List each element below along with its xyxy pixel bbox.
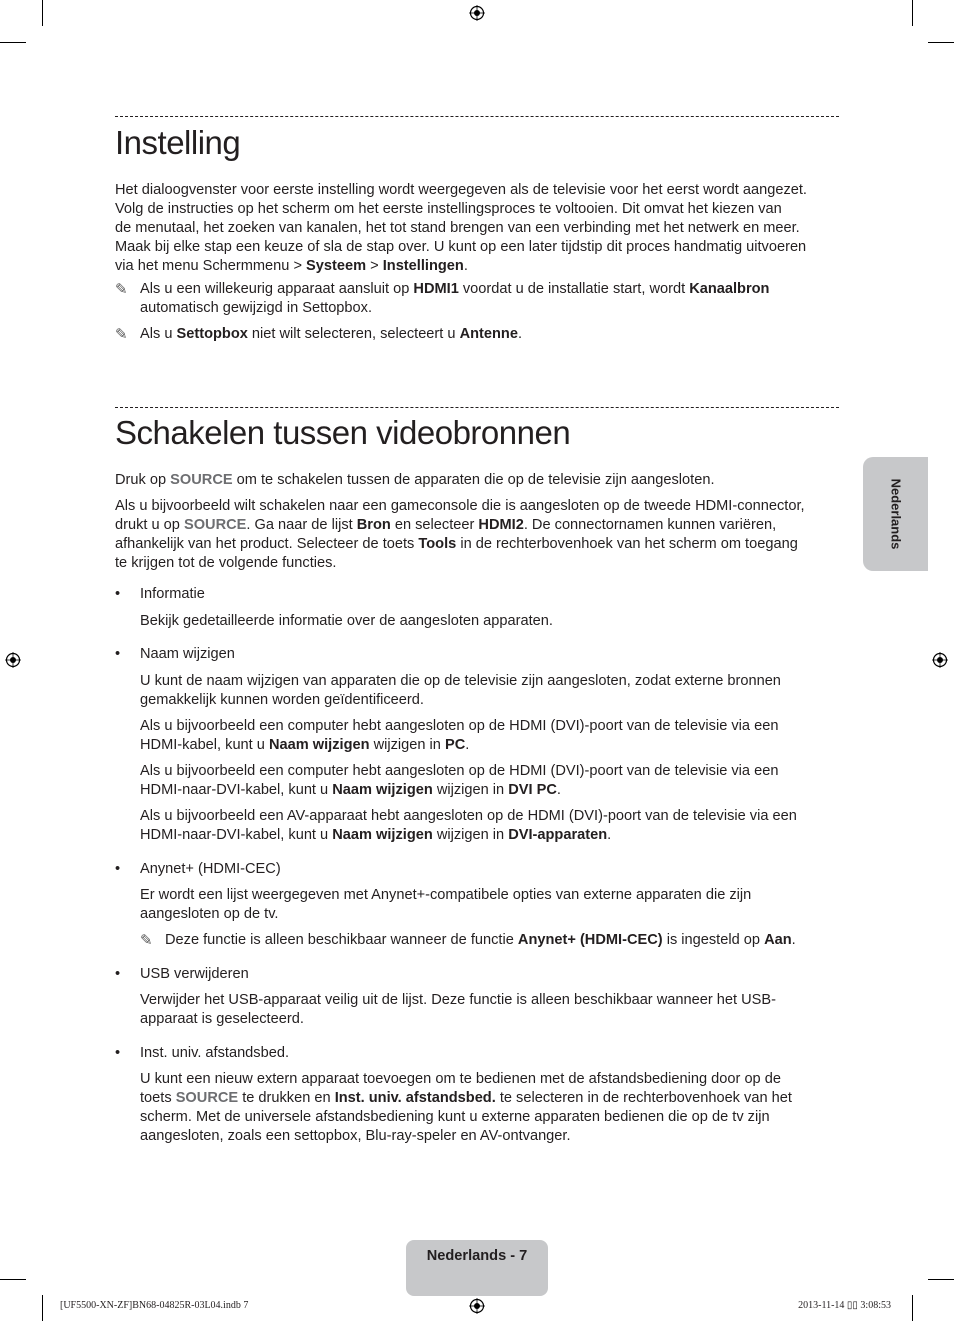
section-divider — [115, 116, 839, 117]
example-paragraph: Als u bijvoorbeeld wilt schakelen naar een gameconsole die is aangesloten op de tweede HDMI-connector, drukt u op SOURCE. Ga naar de lijst Bron en selecteer HDMI2. De connectornamen kunnen variëren, afhankelijk van het product. Selecteer de toets Tools in de rechterbovenhoek van het scherm om toegang te krijgen tot de volgende functies. — [115, 498, 805, 571]
print-slug-left: [UF5500-XN-ZF]BN68-04825R-03L04.indb 7 — [60, 1300, 249, 1311]
language-side-tab — [863, 457, 928, 571]
crop-mark — [42, 0, 43, 26]
pencil-note-icon: ✎ — [115, 281, 128, 298]
crop-mark — [0, 42, 26, 43]
bullet-title: Naam wijzigen — [140, 646, 235, 662]
note-hdmi1: ✎ Als u een willekeurig apparaat aansluit op HDMI1 voordat u de installatie start, wordt Kanaalbron automatisch gewijzigd in Settopbox. — [115, 281, 770, 316]
intro-paragraph: Het dialoogvenster voor eerste instelling wordt weergegeven als de televisie voor het eerst wordt aangezet. Volg de instructies op het scherm om het eerste instellingsproces te voltooien. Dit omvat het kiezen van de menutaal, het zoeken van kanalen, het tot stand brengen van een verbinding met het netwerk en meer. Maak bij elke stap een keuze of sla de stap over. U kunt op een later tijdstip dit proces handmatig uitvoeren via het menu Schermmenu > Systeem > Instellingen. — [115, 182, 807, 274]
bullet-body: Als u bijvoorbeeld een computer hebt aangesloten op de HDMI (DVI)-poort van de televisie via een HDMI-kabel, kunt u Naam wijzigen wijzigen in PC. — [140, 718, 779, 753]
bullet-marker: • — [115, 586, 121, 602]
section-divider — [115, 407, 839, 408]
section-title-instelling: Instelling — [115, 124, 241, 161]
note-anynet: ✎ Deze functie is alleen beschikbaar wanneer de functie Anynet+ (HDMI-CEC) is ingesteld op Aan. — [140, 932, 796, 949]
language-tab-label: Nederlands — [888, 478, 903, 550]
registration-mark-icon — [469, 1298, 485, 1314]
crop-mark — [42, 1295, 43, 1321]
bullet-title: Informatie — [140, 586, 205, 602]
registration-mark-icon — [932, 652, 948, 668]
crop-mark — [928, 42, 954, 43]
page-number-box — [406, 1240, 548, 1296]
bullet-marker: • — [115, 861, 121, 877]
crop-mark — [912, 1295, 913, 1321]
crop-mark — [928, 1279, 954, 1280]
crop-mark — [0, 1279, 26, 1280]
note-settopbox: ✎ Als u Settopbox niet wilt selecteren, selecteert u Antenne. — [115, 326, 523, 343]
page-number: Nederlands - 7 — [426, 1248, 528, 1264]
bullet-marker: • — [115, 646, 121, 662]
registration-mark-icon — [5, 652, 21, 668]
source-paragraph: Druk op SOURCE om te schakelen tussen de apparaten die op de televisie zijn aangesloten. — [115, 472, 715, 488]
bullet-title: USB verwijderen — [140, 966, 249, 982]
pencil-note-icon: ✎ — [115, 326, 128, 343]
bullet-marker: • — [115, 1045, 121, 1061]
section-title-videobronnen: Schakelen tussen videobronnen — [115, 414, 571, 451]
bullet-body: Bekijk gedetailleerde informatie over de aangesloten apparaten. — [140, 613, 553, 629]
crop-mark — [912, 0, 913, 26]
pencil-note-icon: ✎ — [140, 932, 153, 949]
bullet-marker: • — [115, 966, 121, 982]
bullet-body: Verwijder het USB-apparaat veilig uit de lijst. Deze functie is alleen beschikbaar wanneer het USB- apparaat is geselecteerd. — [140, 992, 776, 1027]
registration-mark-icon — [469, 5, 485, 21]
bullet-title: Anynet+ (HDMI-CEC) — [140, 861, 281, 877]
bullet-body: Er wordt een lijst weergegeven met Anynet+-compatibele opties van externe apparaten die zijn aangesloten op de tv. — [140, 887, 752, 922]
bullet-body: U kunt een nieuw extern apparaat toevoegen om te bedienen met de afstandsbediening door op de toets SOURCE te drukken en Inst. univ. afstandsbed. te selecteren in de rechterbovenhoek van het scherm. Met de universele afstandsbediening kunt u externe apparaten bedienen die op de tv zijn aangesloten, zoals een settopbox, Blu-ray-speler en AV-ontvanger. — [140, 1071, 792, 1144]
print-slug-right: 2013-11-14 ▯▯ 3:08:53 — [798, 1300, 891, 1311]
bullet-title: Inst. univ. afstandsbed. — [140, 1045, 290, 1061]
bullet-body: U kunt de naam wijzigen van apparaten die op de televisie zijn aangesloten, zodat externe bronnen gemakkelijk kunnen worden geïdentificeerd. — [140, 673, 781, 708]
bullet-body: Als u bijvoorbeeld een computer hebt aangesloten op de HDMI (DVI)-poort van de televisie via een HDMI-naar-DVI-kabel, kunt u Naam wijzigen wijzigen in DVI PC. — [140, 763, 779, 798]
bullet-body: Als u bijvoorbeeld een AV-apparaat hebt aangesloten op de HDMI (DVI)-poort van de televisie via een HDMI-naar-DVI-kabel, kunt u Naam wijzigen wijzigen in DVI-apparaten. — [140, 808, 797, 843]
